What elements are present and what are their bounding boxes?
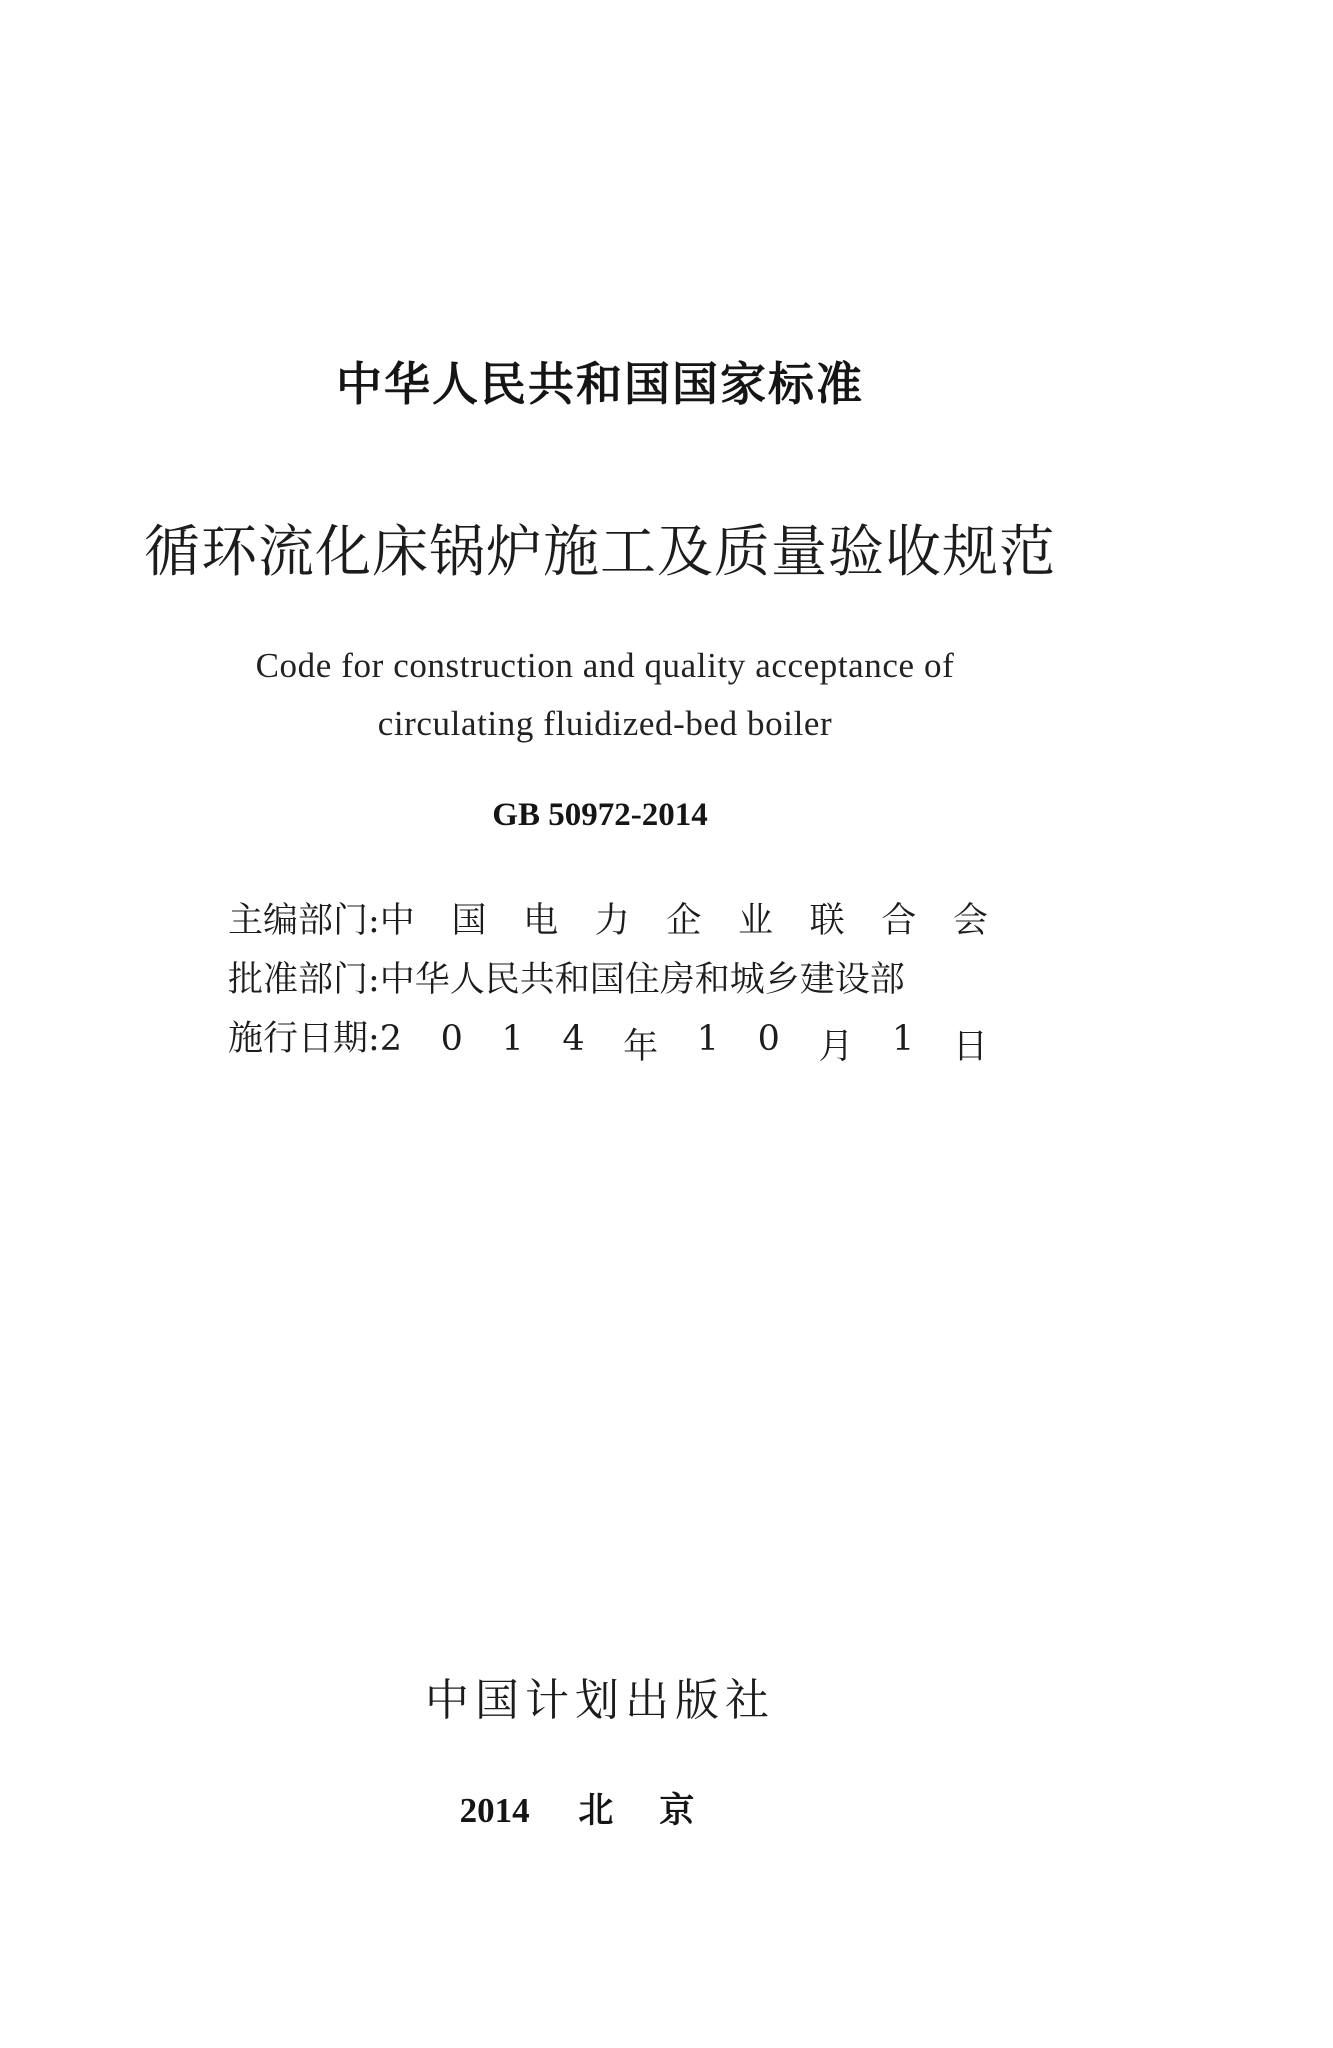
standard-info-block [228, 893, 988, 1070]
standard-code: GB 50972-2014 [492, 797, 708, 833]
editor-char: 中 [379, 901, 415, 941]
date-char: 日 [952, 1027, 988, 1067]
editor-char: 联 [809, 901, 845, 941]
date-char: 1 [696, 1019, 720, 1059]
editor-char: 业 [738, 901, 774, 941]
approver-row [228, 952, 988, 1011]
chinese-title: 循环流化床锅炉施工及质量验收规范 [144, 520, 1056, 585]
publication-year: 2014 [459, 1791, 530, 1830]
date-char: 0 [757, 1019, 780, 1059]
approver-value: 中华人民共和国住房和城乡建设部 [379, 960, 905, 1000]
english-title [0, 637, 1210, 753]
editor-label: 主编部门: [228, 901, 380, 941]
effective-date-value [380, 1019, 988, 1069]
editor-char: 力 [594, 901, 630, 941]
date-char: 年 [623, 1027, 659, 1067]
editor-char: 会 [952, 901, 988, 941]
date-char: 月 [818, 1027, 854, 1067]
editor-char: 合 [881, 901, 917, 941]
approver-label: 批准部门: [228, 960, 380, 1000]
editor-value [380, 893, 988, 943]
date-char: 0 [440, 1019, 463, 1059]
publication-city: 北京 [578, 1791, 741, 1830]
effective-date-row [228, 1011, 988, 1070]
editor-char: 电 [523, 901, 559, 941]
editor-char: 国 [451, 901, 487, 941]
publisher-name: 中国计划出版社 [425, 1675, 775, 1726]
date-char: 1 [892, 1019, 915, 1059]
editor-char: 企 [666, 901, 702, 941]
english-title-line-1: Code for construction and quality acceptance of [255, 646, 955, 685]
publication-place [0, 1783, 1200, 1833]
date-char: 4 [562, 1019, 585, 1059]
date-char: 2 [379, 1019, 403, 1059]
effective-date-label: 施行日期: [228, 1019, 380, 1059]
standard-type-heading: 中华人民共和国国家标准 [336, 357, 864, 411]
english-title-line-2: circulating fluidized-bed boiler [377, 704, 833, 743]
editor-row [228, 893, 988, 952]
date-char: 1 [501, 1019, 524, 1059]
